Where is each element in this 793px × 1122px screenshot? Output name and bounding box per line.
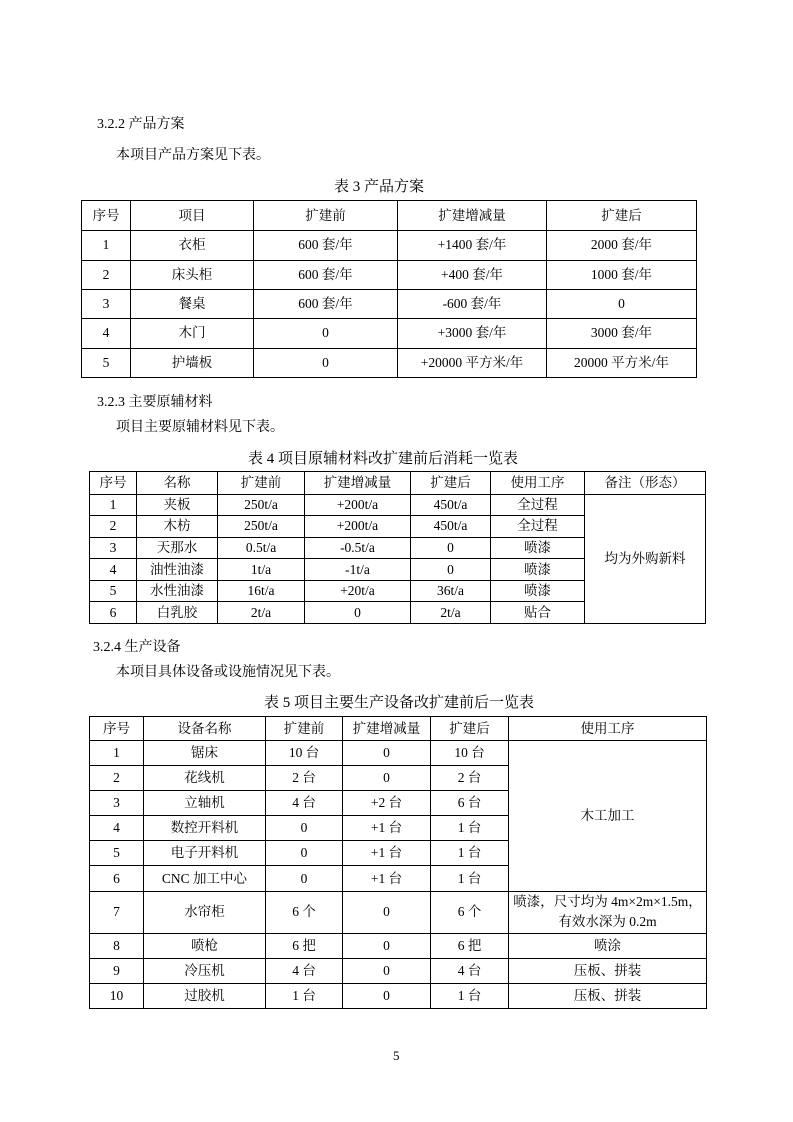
table-cell: 餐桌 bbox=[131, 289, 254, 318]
process-cell: 喷涂 bbox=[509, 933, 707, 958]
table5 bbox=[89, 716, 707, 1009]
table-cell: 10 台 bbox=[266, 741, 343, 766]
table-cell: 1 bbox=[82, 231, 131, 260]
table-row bbox=[90, 958, 707, 983]
table-cell: CNC 加工中心 bbox=[144, 866, 266, 891]
table-cell: -1t/a bbox=[305, 559, 411, 581]
table-cell: 6 个 bbox=[266, 891, 343, 933]
table-cell: 0 bbox=[266, 841, 343, 866]
table-cell: 天那水 bbox=[137, 537, 218, 559]
table-cell: 喷漆 bbox=[491, 537, 585, 559]
table-cell: 250t/a bbox=[218, 494, 305, 516]
table-cell: 水帘柜 bbox=[144, 891, 266, 933]
column-header: 扩建增减量 bbox=[305, 472, 411, 495]
table-row bbox=[90, 891, 707, 933]
table-cell: 16t/a bbox=[218, 580, 305, 602]
process-cell: 木工加工 bbox=[509, 741, 707, 891]
table-cell: +1 台 bbox=[343, 866, 431, 891]
table4 bbox=[89, 471, 706, 624]
table-cell: 5 bbox=[82, 348, 131, 377]
table-cell: 7 bbox=[90, 891, 144, 933]
table-cell: 喷漆 bbox=[491, 580, 585, 602]
table-cell: 油性油漆 bbox=[137, 559, 218, 581]
table-cell: -0.5t/a bbox=[305, 537, 411, 559]
table-cell: 0 bbox=[266, 866, 343, 891]
column-header: 序号 bbox=[90, 717, 144, 741]
column-header: 序号 bbox=[90, 472, 137, 495]
column-header: 使用工序 bbox=[491, 472, 585, 495]
table-cell: 冷压机 bbox=[144, 958, 266, 983]
table-cell: +400 套/年 bbox=[398, 260, 547, 289]
table-cell: 2t/a bbox=[411, 602, 491, 624]
table-cell: 1 台 bbox=[431, 866, 509, 891]
table-cell: +200t/a bbox=[305, 516, 411, 538]
table-cell: 4 bbox=[90, 816, 144, 841]
table-cell: 6 bbox=[90, 866, 144, 891]
table-cell: 1 台 bbox=[431, 816, 509, 841]
table-cell: +1 台 bbox=[343, 841, 431, 866]
table-cell: 3000 套/年 bbox=[547, 319, 697, 348]
table-cell: 0 bbox=[343, 933, 431, 958]
section-intro-3-2-2: 本项目产品方案见下表。 bbox=[116, 148, 270, 163]
column-header: 扩建前 bbox=[218, 472, 305, 495]
table-cell: 过胶机 bbox=[144, 983, 266, 1008]
table-cell: 2 bbox=[82, 260, 131, 289]
table-row bbox=[90, 494, 706, 516]
table-cell: +2 台 bbox=[343, 791, 431, 816]
column-header: 备注（形态） bbox=[585, 472, 706, 495]
table-header-row bbox=[90, 717, 707, 741]
table-cell: 2 台 bbox=[266, 766, 343, 791]
table3-caption: 表 3 产品方案 bbox=[334, 179, 425, 195]
table-cell: 1 bbox=[90, 741, 144, 766]
table-cell: 5 bbox=[90, 841, 144, 866]
remark-cell: 均为外购新料 bbox=[585, 494, 706, 623]
table-cell: 3 bbox=[90, 537, 137, 559]
table-cell: 6 把 bbox=[431, 933, 509, 958]
table-cell: +20t/a bbox=[305, 580, 411, 602]
table-cell: 0 bbox=[411, 537, 491, 559]
table-cell: 1 台 bbox=[431, 983, 509, 1008]
table-cell: 4 台 bbox=[266, 958, 343, 983]
table-cell: 2t/a bbox=[218, 602, 305, 624]
table-row bbox=[90, 933, 707, 958]
table-cell: 6 台 bbox=[431, 791, 509, 816]
table-header-row bbox=[82, 201, 697, 231]
page-number: 5 bbox=[393, 1048, 400, 1063]
table-cell: 600 套/年 bbox=[254, 231, 398, 260]
table-row bbox=[82, 289, 697, 318]
table-cell: 0.5t/a bbox=[218, 537, 305, 559]
table-row bbox=[82, 319, 697, 348]
table-cell: 4 bbox=[82, 319, 131, 348]
table-header-row bbox=[90, 472, 706, 495]
table-cell: 锯床 bbox=[144, 741, 266, 766]
table-cell: 0 bbox=[343, 891, 431, 933]
section-heading-3-2-3: 3.2.3 主要原辅材料 bbox=[97, 395, 213, 410]
table-cell: 木门 bbox=[131, 319, 254, 348]
table-cell: 0 bbox=[266, 816, 343, 841]
table-cell: 4 台 bbox=[431, 958, 509, 983]
table-row bbox=[82, 260, 697, 289]
table-cell: +1400 套/年 bbox=[398, 231, 547, 260]
table-cell: 0 bbox=[343, 766, 431, 791]
table4-caption: 表 4 项目原辅材料改扩建前后消耗一览表 bbox=[248, 451, 519, 467]
process-cell bbox=[509, 891, 707, 933]
table-cell: 水性油漆 bbox=[137, 580, 218, 602]
table5-caption: 表 5 项目主要生产设备改扩建前后一览表 bbox=[264, 695, 535, 711]
table-cell: 0 bbox=[254, 348, 398, 377]
table-cell: 全过程 bbox=[491, 494, 585, 516]
table-cell: 250t/a bbox=[218, 516, 305, 538]
table-cell: +20000 平方米/年 bbox=[398, 348, 547, 377]
table-cell: 贴合 bbox=[491, 602, 585, 624]
table3 bbox=[81, 200, 697, 378]
process-line: 喷漆，尺寸均为 4m×2m×1.5m， bbox=[513, 894, 702, 910]
table-cell: 9 bbox=[90, 958, 144, 983]
table-cell: 36t/a bbox=[411, 580, 491, 602]
table-cell: 10 台 bbox=[431, 741, 509, 766]
table-cell: -600 套/年 bbox=[398, 289, 547, 318]
section-intro-3-2-4: 本项目具体设备或设施情况见下表。 bbox=[116, 665, 340, 680]
table-cell: 450t/a bbox=[411, 494, 491, 516]
table-cell: 4 bbox=[90, 559, 137, 581]
section-intro-3-2-3: 项目主要原辅材料见下表。 bbox=[116, 420, 284, 435]
column-header: 设备名称 bbox=[144, 717, 266, 741]
column-header: 序号 bbox=[82, 201, 131, 231]
table-cell: 20000 平方米/年 bbox=[547, 348, 697, 377]
table-cell: 白乳胶 bbox=[137, 602, 218, 624]
table-cell: 0 bbox=[343, 958, 431, 983]
table-cell: 0 bbox=[343, 741, 431, 766]
table-cell: 木枋 bbox=[137, 516, 218, 538]
table-row bbox=[82, 231, 697, 260]
table-cell: 4 台 bbox=[266, 791, 343, 816]
table-cell: 1 台 bbox=[431, 841, 509, 866]
table-cell: 1 bbox=[90, 494, 137, 516]
table-cell: 夹板 bbox=[137, 494, 218, 516]
table-cell: +3000 套/年 bbox=[398, 319, 547, 348]
table-cell: 0 bbox=[343, 983, 431, 1008]
table-cell: 450t/a bbox=[411, 516, 491, 538]
table-cell: 6 个 bbox=[431, 891, 509, 933]
table-cell: 护墙板 bbox=[131, 348, 254, 377]
column-header: 扩建后 bbox=[431, 717, 509, 741]
table-cell: 2 台 bbox=[431, 766, 509, 791]
column-header: 扩建增减量 bbox=[343, 717, 431, 741]
table-cell: 600 套/年 bbox=[254, 289, 398, 318]
table-cell: 600 套/年 bbox=[254, 260, 398, 289]
section-heading-3-2-4: 3.2.4 生产设备 bbox=[93, 640, 181, 655]
table-cell: 电子开料机 bbox=[144, 841, 266, 866]
table-cell: 3 bbox=[90, 791, 144, 816]
table-cell: +1 台 bbox=[343, 816, 431, 841]
table-cell: 6 把 bbox=[266, 933, 343, 958]
table-cell: 0 bbox=[254, 319, 398, 348]
table-cell: 数控开料机 bbox=[144, 816, 266, 841]
table-cell: 6 bbox=[90, 602, 137, 624]
table-cell: 10 bbox=[90, 983, 144, 1008]
table-cell: 0 bbox=[547, 289, 697, 318]
table-cell: 0 bbox=[305, 602, 411, 624]
table-cell: 0 bbox=[411, 559, 491, 581]
column-header: 扩建前 bbox=[266, 717, 343, 741]
column-header: 项目 bbox=[131, 201, 254, 231]
table-row bbox=[90, 983, 707, 1008]
table-cell: 2 bbox=[90, 516, 137, 538]
process-line: 有效水深为 0.2m bbox=[558, 914, 657, 930]
table-cell: 立轴机 bbox=[144, 791, 266, 816]
column-header: 扩建后 bbox=[411, 472, 491, 495]
table-cell: 衣柜 bbox=[131, 231, 254, 260]
table-cell: +200t/a bbox=[305, 494, 411, 516]
table-cell: 3 bbox=[82, 289, 131, 318]
table-cell: 1000 套/年 bbox=[547, 260, 697, 289]
process-cell: 压板、拼装 bbox=[509, 958, 707, 983]
column-header: 名称 bbox=[137, 472, 218, 495]
table-cell: 1t/a bbox=[218, 559, 305, 581]
column-header: 使用工序 bbox=[509, 717, 707, 741]
table-cell: 喷枪 bbox=[144, 933, 266, 958]
table-cell: 全过程 bbox=[491, 516, 585, 538]
table-cell: 2000 套/年 bbox=[547, 231, 697, 260]
table-cell: 1 台 bbox=[266, 983, 343, 1008]
table-cell: 8 bbox=[90, 933, 144, 958]
table-row bbox=[90, 741, 707, 766]
section-heading-3-2-2: 3.2.2 产品方案 bbox=[97, 117, 185, 132]
process-cell: 压板、拼装 bbox=[509, 983, 707, 1008]
table-cell: 5 bbox=[90, 580, 137, 602]
table-cell: 喷漆 bbox=[491, 559, 585, 581]
table-cell: 花线机 bbox=[144, 766, 266, 791]
column-header: 扩建后 bbox=[547, 201, 697, 231]
column-header: 扩建前 bbox=[254, 201, 398, 231]
table-cell: 2 bbox=[90, 766, 144, 791]
column-header: 扩建增减量 bbox=[398, 201, 547, 231]
table-cell: 床头柜 bbox=[131, 260, 254, 289]
table-row bbox=[82, 348, 697, 377]
